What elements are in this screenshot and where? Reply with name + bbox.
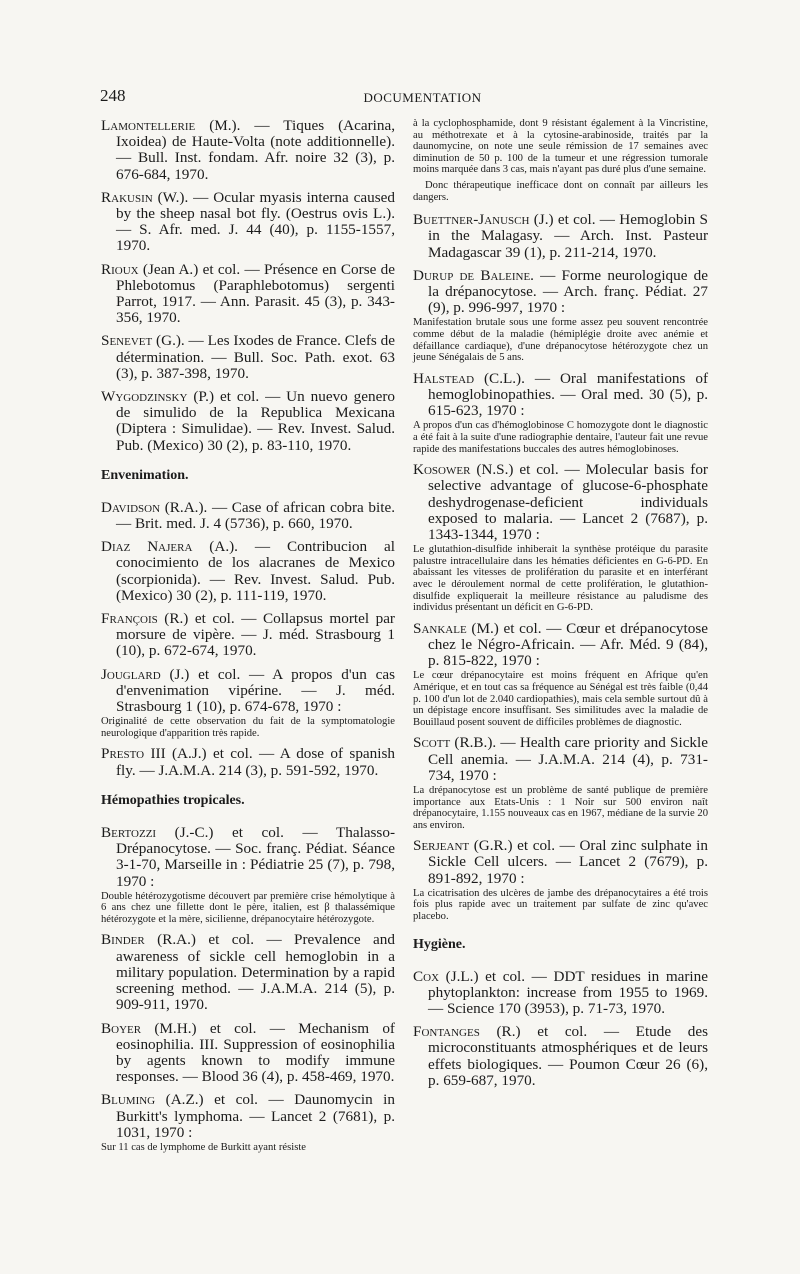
author-name: Durup de Baleine <box>413 266 531 284</box>
bibliography-entry <box>101 190 395 255</box>
citation-text: (G.R.) et col. — Oral zinc sulphate in Sickle Cell ulcers. — Lancet 2 (7679), p. 891-892, 1970 : <box>428 837 708 887</box>
bibliography-entry <box>101 389 395 454</box>
reference-citation <box>101 611 395 660</box>
abstract-text: Originalité de cette observation du fait de la symptomatologie neurologique d'apparition très rapide. <box>101 716 395 739</box>
bibliography-entry <box>101 932 395 1013</box>
author-name: Boyer <box>101 1019 142 1037</box>
citation-text: (G.). — Les Ixodes de France. Clefs de détermination. — Bull. Soc. Path. exot. 63 (3), p. 387-398, 1970. <box>116 332 395 382</box>
bibliography-entry <box>413 462 708 614</box>
reference-citation <box>101 118 395 183</box>
abstract-text: La cicatrisation des ulcères de jambe des drépanocytaires a été trois fois plus rapide avec un traitement par sulfate de zinc qu'avec placebo. <box>413 887 708 923</box>
reference-citation <box>413 969 708 1018</box>
bibliography-entry <box>413 735 708 831</box>
reference-citation <box>413 1024 708 1089</box>
reference-citation <box>413 735 708 784</box>
reference-citation <box>413 838 708 887</box>
citation-text: (J.) et col. — Hemoglobin S in the Malagasy. — Arch. Inst. Pasteur Madagascar 39 (1), p. 211-214, 1970. <box>428 211 708 261</box>
author-name: Buettner-Janusch <box>413 211 530 229</box>
running-title: DOCUMENTATION <box>363 90 482 105</box>
author-name: Fontanges <box>413 1023 480 1041</box>
citation-text: . — Forme neurologique de la drépanocytose. — Arch. franç. Pédiat. 27 (9), p. 996-997, 1970 : <box>428 266 708 317</box>
section-heading: Envenimation. <box>101 467 189 483</box>
author-name: Serjeant <box>413 837 470 855</box>
right-column <box>413 118 708 1096</box>
author-name: Lamontellerie <box>101 117 196 134</box>
reference-citation <box>413 371 708 420</box>
page-header <box>100 86 705 116</box>
citation-text: (R.A.). — Case of african cobra bite. — Brit. med. J. 4 (5736), p. 660, 1970. <box>116 498 395 533</box>
bibliography-entry <box>101 667 395 740</box>
author-name: Senevet <box>101 332 153 350</box>
bibliography-entry <box>413 212 708 261</box>
bibliography-entry <box>413 371 708 455</box>
bibliography-entry <box>101 333 395 382</box>
reference-citation <box>101 539 395 604</box>
reference-citation <box>101 262 395 327</box>
reference-citation <box>101 1092 395 1141</box>
reference-citation <box>413 621 708 670</box>
bibliography-entry <box>101 262 395 327</box>
reference-citation <box>101 333 395 382</box>
author-name: Scott <box>413 734 451 752</box>
bibliography-entry <box>101 746 395 778</box>
abstract-continuation: à la cyclophosphamide, dont 9 résistant également à la Vincristine, au méthotrexate et à la cytosine-arabinoside, traités par la daunomycine, on note une seule rémission de 17 semaines avec diminution de 50 p. 100 de la tumeur et une régression tumorale moins marquée dans 3 cas, mais n'ayant pas duré plus d'une semaine. <box>413 118 708 176</box>
citation-text: (M.H.) et col. — Mechanism of eosinophilia. III. Suppression of eosinophilia by agents known to modify immune responses. — Blood 36 (4), p. 458-469, 1970. <box>116 1019 395 1086</box>
author-name: Bluming <box>101 1091 156 1109</box>
section-heading: Hygiène. <box>413 936 466 952</box>
citation-text: (R.A.) et col. — Prevalence and awareness of sickle cell hemoglobin in a military population. Determination by a rapid screening method. — J.A.M.A. 214 (5), p. 909-911, 1970. <box>116 931 395 1014</box>
author-name: Cox <box>413 967 440 985</box>
bibliography-entry <box>101 825 395 926</box>
citation-text: (N.S.) et col. — Molecular basis for selective advantage of glucose-6-phosphate deshydrogenase-deficient individuals exposed to malaria. — Lancet 2 (7687), p. 1343-1344, 1970 : <box>428 461 708 543</box>
reference-citation <box>413 212 708 261</box>
author-name: Diaz Najera <box>101 538 193 556</box>
reference-citation <box>101 389 395 454</box>
citation-text: (J.-C.) et col. — Thalasso-Drépanocytose. — Soc. franç. Pédiat. Séance 3-1-70, Marseille in : Pédiatrie 25 (7), p. 798, 1970 : <box>116 823 395 890</box>
citation-text: III (A.J.) et col. — A dose of spanish fly. — J.A.M.A. 214 (3), p. 591-592, 1970. <box>116 745 395 779</box>
citation-text: (R.) et col. — Etude des microconstituants atmosphériques et de leurs effets biologiques. — Poumon Cœur 26 (6), p. 659-687, 1970. <box>428 1023 708 1089</box>
reference-citation <box>413 462 708 543</box>
reference-citation <box>101 746 395 778</box>
citation-text: (R.) et col. — Collapsus mortel par morsure de vipère. — J. méd. Strasbourg 1 (10), p. 672-674, 1970. <box>116 610 395 660</box>
citation-text: (P.) et col. — Un nuevo genero de simulido de la Republica Mexicana (Diptera : Simulidae). — Rev. Invest. Salud. Pub. (Mexico) 30 (2), p. 83-110, 1970. <box>116 388 395 454</box>
author-name: Bertozzi <box>101 823 157 841</box>
bibliography-entry <box>413 969 708 1018</box>
reference-citation <box>413 268 708 317</box>
abstract-text: Double hétérozygotisme découvert par première crise hémolytique à 6 ans chez une fillette dont le père, italien, est β thalassémique hétérozygote et la mère, sicilienne, drépanocytaire hétérozygote. <box>101 890 395 925</box>
bibliography-entry <box>413 838 708 922</box>
author-name: Kosower <box>413 461 471 479</box>
page-number: 248 <box>100 86 126 105</box>
citation-text: (A.). — Contribucion al conocimiento de los alacranes de Mexico (scorpionida). — Rev. Invest. Salud. Pub. (Mexico) 30 (2), p. 111-119, 1970. <box>116 538 395 604</box>
left-column <box>101 118 395 1161</box>
reference-citation <box>101 190 395 255</box>
abstract-text: A propos d'un cas d'hémoglobinose C homozygote dont le diagnostic a été fait à la suite d'une radiographie dentaire, l'auteur fait une revue rapide des manifestations buccales des autres hémoglobinoses. <box>413 420 708 455</box>
author-name: Jouglard <box>101 665 161 683</box>
citation-text: (R.B.). — Health care priority and Sickle Cell anemia. — J.A.M.A. 214 (4), p. 731-734, 1970 : <box>428 734 708 784</box>
bibliography-entry <box>413 621 708 729</box>
reference-citation <box>101 932 395 1013</box>
bibliography-entry <box>101 1092 395 1153</box>
reference-citation <box>101 825 395 890</box>
abstract-text: Le cœur drépanocytaire est moins fréquent en Afrique qu'en Amérique, et en tout cas sa fréquence au Sénégal est très faible (0,44 p. 100 d'un lot de 2.040 cardiopathies), mais cela semble surtout dû à un dépistage encore insuffisant. Ses similitudes avec la maladie de Bouillaud posent souvent de difficiles problèmes de diagnostic. <box>413 670 708 728</box>
author-name: Presto <box>101 745 145 763</box>
abstract-text: Manifestation brutale sous une forme assez peu souvent rencontrée comme début de la maladie (hémiplégie droite avec anémie et défaillance cardiaque), d'une drépanocytose hétérozygote chez un jeune Sénégalais de 5 ans. <box>413 317 708 364</box>
reference-citation <box>101 500 395 532</box>
reference-citation <box>101 667 395 716</box>
author-name: Wygodzinsky <box>101 388 188 406</box>
author-name: Halstead <box>413 369 475 387</box>
author-name: Binder <box>101 931 145 949</box>
citation-text: (C.L.). — Oral manifestations of hemoglobinopathies. — Oral med. 30 (5), p. 615-623, 1970 : <box>428 369 708 420</box>
citation-text: (J.) et col. — A propos d'un cas d'envenimation vipérine. — J. méd. Strasbourg 1 (10), p. 674-678, 1970 : <box>116 665 395 716</box>
abstract-text: Le glutathion-disulfide inhiberait la synthèse protéique du parasite palustre intracellulaire dans les hématies déficientes en G-6-PD. En abaissant les vitesses de prolifération du parasite et en interférant avec le déroulement normal de cette prolifération, le glutathion-disulfide expliquerait la meilleure résistance au paludisme des individus présentant un déficit en G-6-PD. <box>413 544 708 614</box>
bibliography-entry <box>413 1024 708 1089</box>
author-name: Rakusin <box>101 188 153 206</box>
citation-text: (W.). — Ocular myasis interna caused by the sheep nasal bot fly. (Oestrus ovis L.). — S. Afr. med. J. 44 (40), p. 1155-1557, 1970. <box>116 188 395 255</box>
reference-citation <box>101 1021 395 1086</box>
author-name: Davidson <box>101 498 161 516</box>
abstract-text: La drépanocytose est un problème de santé publique de première importance aux Etats-Unis : 1 Noir sur 500 environ naît drépanocytaire, 1.155 nouveaux cas en 1967, médiane de la survie 20 ans environ. <box>413 784 708 831</box>
bibliography-entry <box>101 118 395 183</box>
bibliography-entry <box>413 268 708 364</box>
bibliography-entry <box>101 539 395 604</box>
citation-text: (A.Z.) et col. — Daunomycin in Burkitt's lymphoma. — Lancet 2 (7681), p. 1031, 1970 : <box>116 1091 395 1141</box>
citation-text: (M.) et col. — Cœur et drépanocytose chez le Négro-Africain. — Afr. Méd. 9 (84), p. 815-822, 1970 : <box>428 619 708 670</box>
section-heading: Hémopathies tropicales. <box>101 792 245 808</box>
author-name: Sankale <box>413 619 467 637</box>
bibliography-entry <box>101 611 395 660</box>
citation-text: (J.L.) et col. — DDT residues in marine phytoplankton: increase from 1955 to 1969. — Science 170 (3953), p. 71-73, 1970. <box>428 967 708 1018</box>
bibliography-entry <box>101 1021 395 1086</box>
citation-text: (M.). — Tiques (Acarina, Ixoidea) de Haute-Volta (note additionnelle). — Bull. Inst. fondam. Afr. noire 32 (3), p. 676-684, 1970. <box>116 117 395 183</box>
citation-text: (Jean A.) et col. — Présence en Corse de Phlebotomus (Paraphlebotomus) sergenti Parrot, 1917. — Ann. Parasit. 45 (3), p. 343-356, 1970. <box>116 260 395 327</box>
abstract-continuation: Donc thérapeutique inefficace dont on connaît par ailleurs les dangers. <box>413 179 708 203</box>
author-name: François <box>101 610 158 628</box>
author-name: Rioux <box>101 260 139 278</box>
abstract-text: Sur 11 cas de lymphome de Burkitt ayant résiste <box>101 1141 306 1153</box>
bibliography-entry <box>101 500 395 532</box>
